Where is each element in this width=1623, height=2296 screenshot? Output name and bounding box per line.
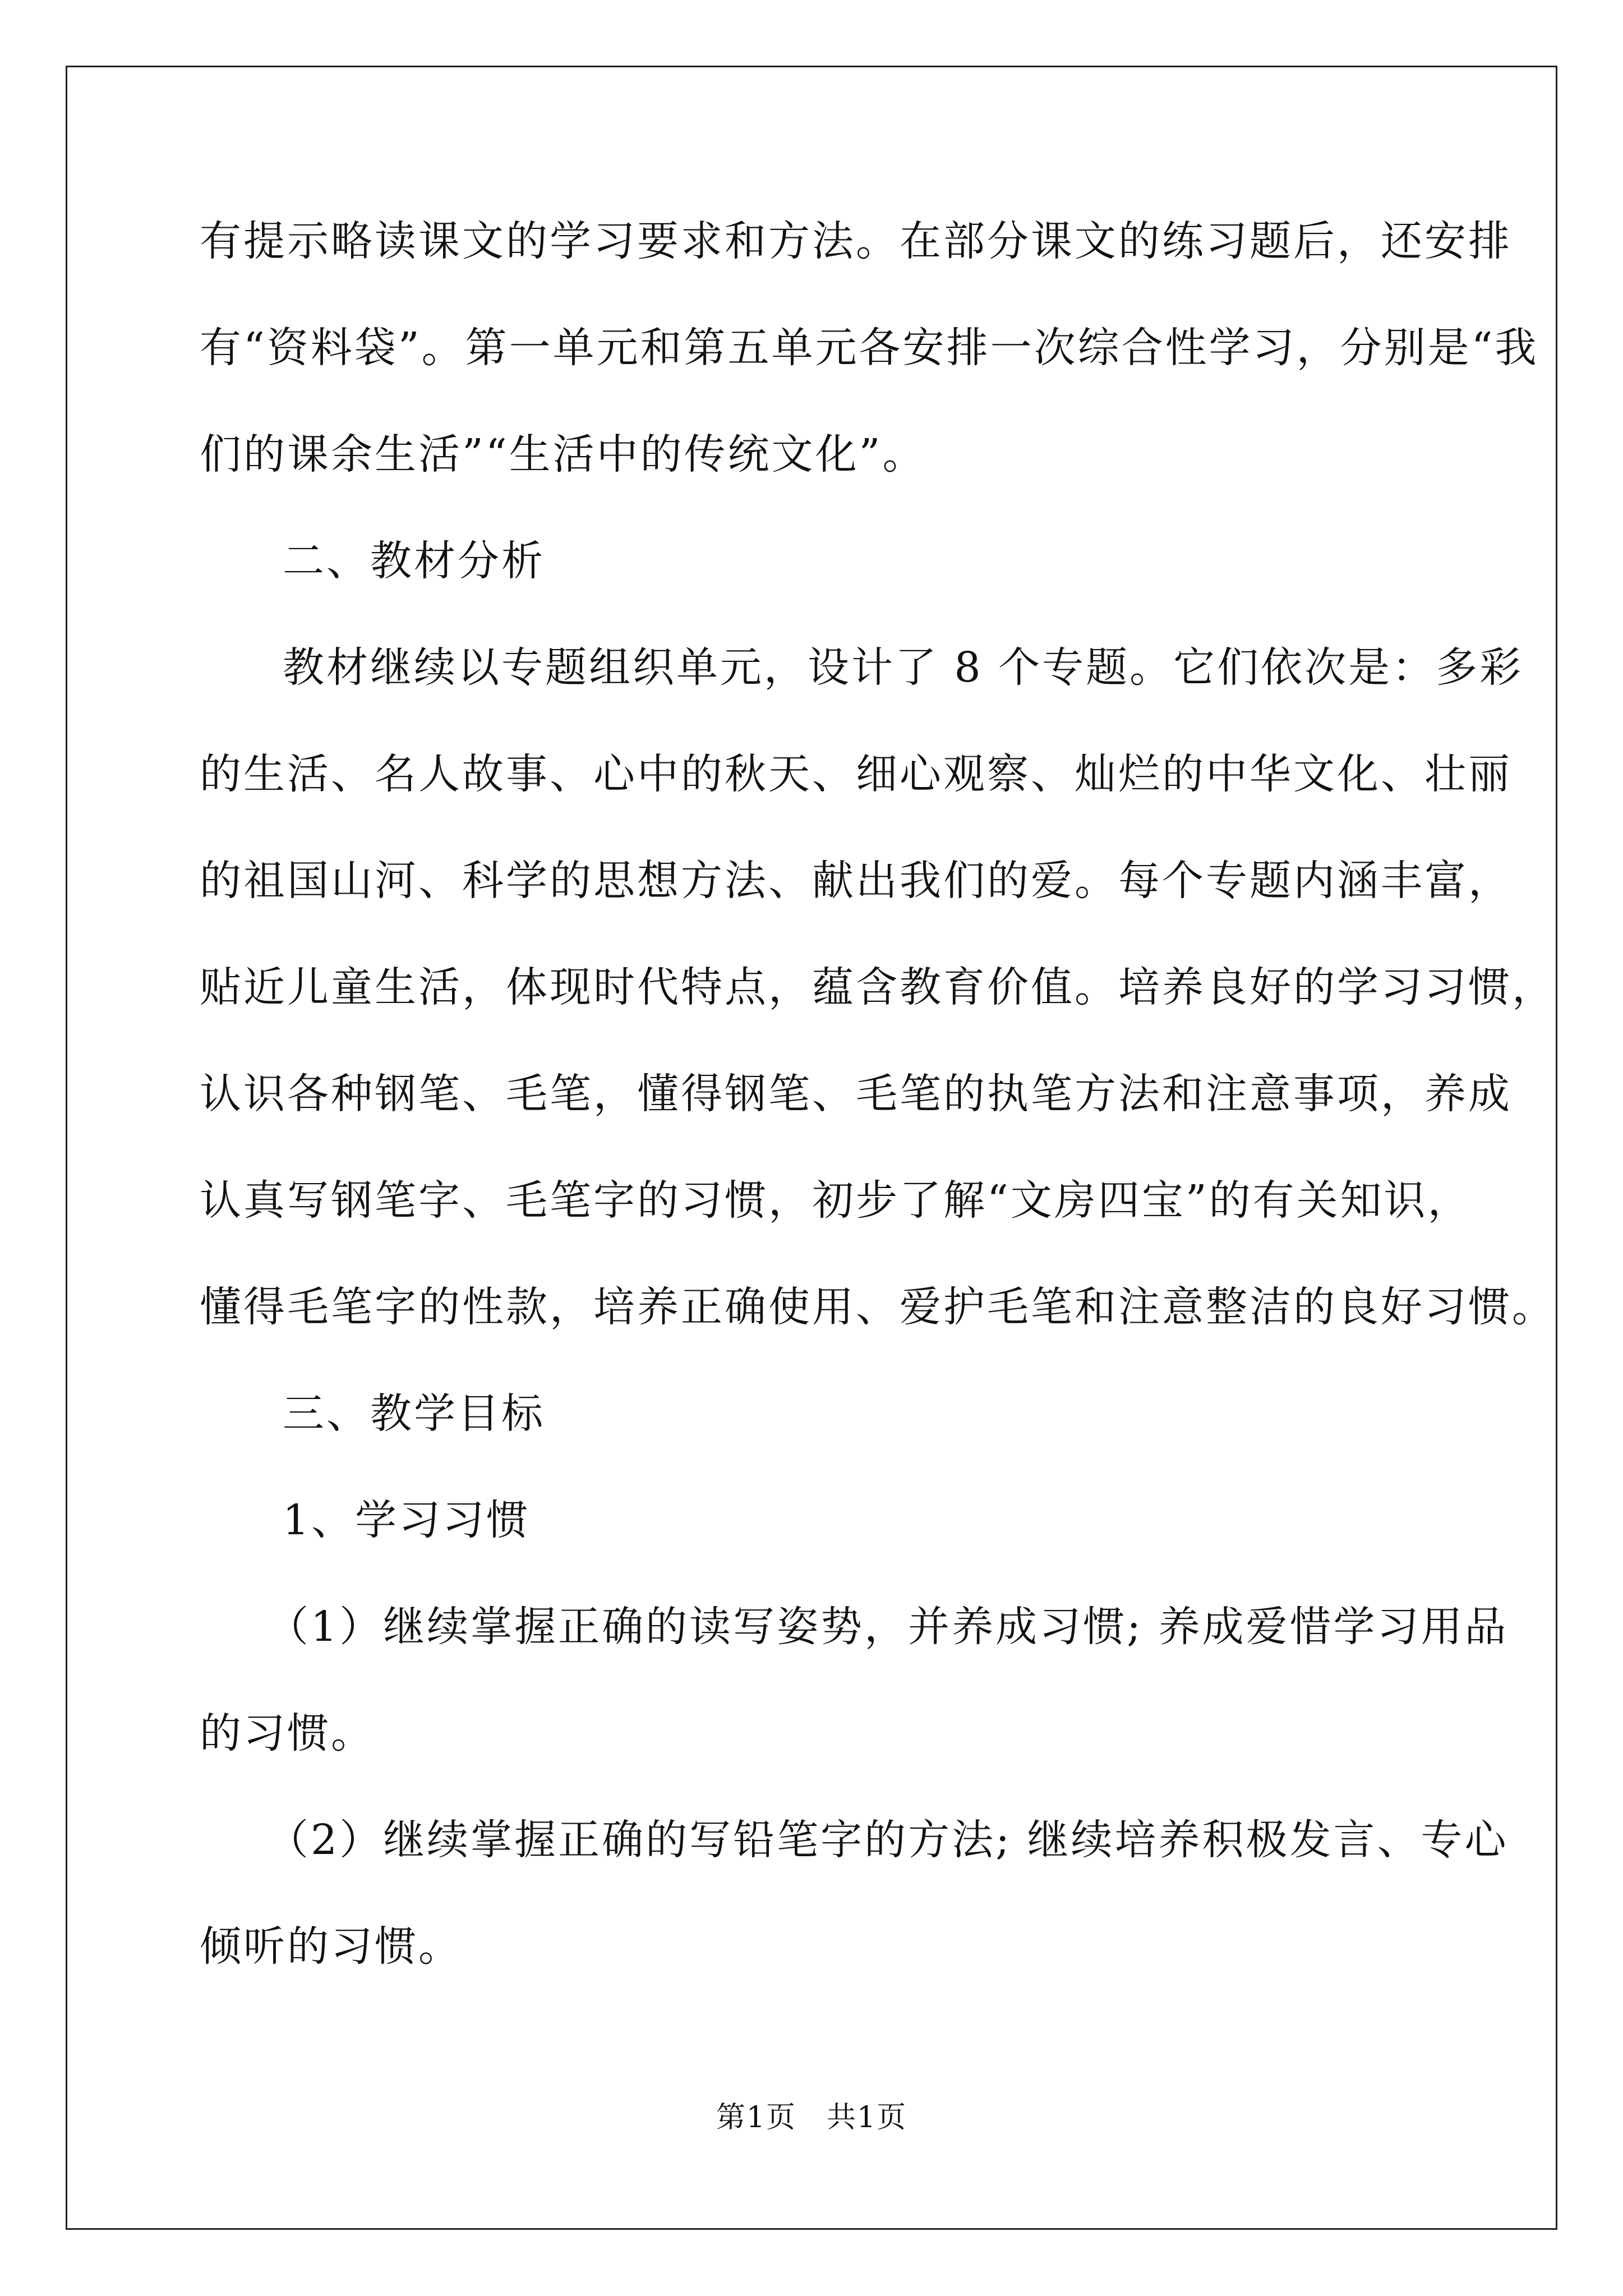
page-footer: 第1页 共1页: [716, 2101, 907, 2134]
section-heading-2: 二、教材分析: [283, 537, 545, 585]
text-line-3: 们的课余生活”“生活中的传统文化”。: [200, 430, 926, 478]
text-line-2: 有“资料袋”。第一单元和第五单元各安排一次综合性学习，分别是“我: [200, 324, 1539, 372]
text-line-9: 认识各种钢笔、毛笔，懂得钢笔、毛笔的执笔方法和注意事项，养成: [200, 1070, 1512, 1118]
text-line-16: （2）继续掌握正确的写铅笔字的方法; 继续培养积极发言、专心: [267, 1816, 1509, 1864]
text-line-1: 有提示略读课文的学习要求和方法。在部分课文的练习题后，还安排: [200, 217, 1512, 265]
text-line-10: 认真写钢笔字、毛笔字的习惯，初步了解“文房四宝”的有关知识，: [200, 1176, 1472, 1225]
text-line-8: 贴近儿童生活，体现时代特点，蕴含教育价值。培养良好的学习习惯，: [200, 963, 1556, 1011]
text-line-7: 的祖国山河、科学的思想方法、献出我们的爱。每个专题内涵丰富，: [200, 857, 1512, 905]
text-line-6: 的生活、名人故事、心中的秋天、细心观察、灿烂的中华文化、壮丽: [200, 750, 1512, 798]
text-line-17: 倾听的习惯。: [200, 1922, 462, 1971]
subsection-heading-1: 1、学习习惯: [283, 1496, 531, 1544]
text-line-15: 的习惯。: [200, 1709, 375, 1757]
text-line-14: （1）继续掌握正确的读写姿势，并养成习惯; 养成爱惜学习用品: [267, 1603, 1509, 1651]
section-heading-3: 三、教学目标: [283, 1389, 545, 1438]
text-line-11: 懂得毛笔字的性款，培养正确使用、爱护毛笔和注意整洁的良好习惯。: [200, 1283, 1556, 1331]
document-body: [200, 217, 1556, 2031]
text-line-5: 教材继续以专题组织单元，设计了 8 个专题。它们依次是：多彩: [283, 643, 1524, 692]
